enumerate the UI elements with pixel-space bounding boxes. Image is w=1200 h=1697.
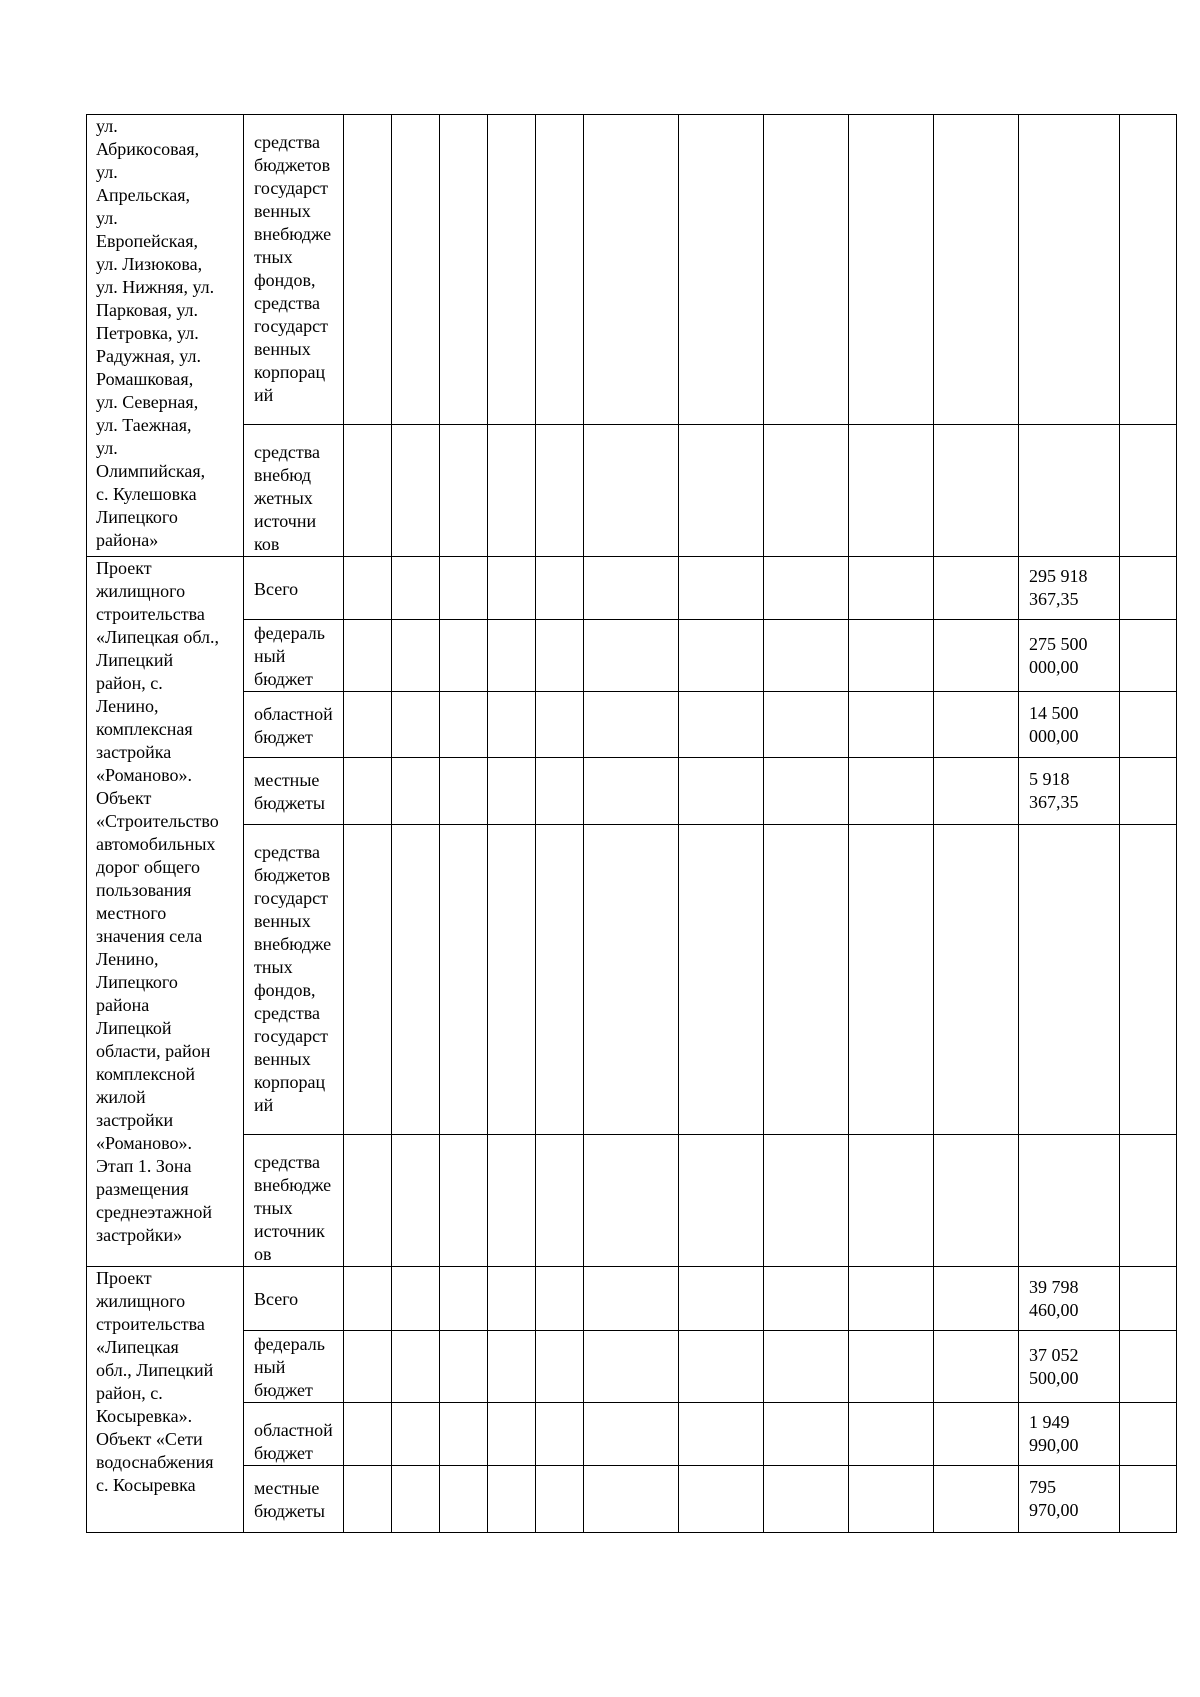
empty-cell	[392, 1331, 440, 1403]
empty-cell	[392, 115, 440, 425]
empty-cell	[488, 557, 536, 620]
amount-cell: 1 949 990,00	[1019, 1403, 1120, 1466]
empty-cell	[679, 425, 764, 557]
empty-cell	[536, 1267, 584, 1331]
project-name-cell: Проект жилищного строительства «Липецкая обл., Липецкий район, с. Ленино, комплексная застройка «Романово». Объект «Строительство автомобильных дорог общего пользования местного значения села Ленино, Липецкого района Липецкой области, район комплексной жилой застройки «Романово». Этап 1. Зона размещения среднеэтажной застройки»	[87, 557, 244, 1267]
empty-cell	[392, 1403, 440, 1466]
empty-cell	[1120, 1331, 1177, 1403]
empty-cell	[849, 425, 934, 557]
empty-cell	[392, 620, 440, 692]
empty-cell	[934, 1267, 1019, 1331]
empty-cell	[584, 425, 679, 557]
empty-cell	[440, 1135, 488, 1267]
empty-cell	[584, 825, 679, 1135]
empty-cell	[584, 1267, 679, 1331]
empty-cell	[440, 620, 488, 692]
empty-cell	[536, 115, 584, 425]
empty-cell	[934, 1403, 1019, 1466]
amount-cell	[1019, 425, 1120, 557]
amount-cell: 39 798 460,00	[1019, 1267, 1120, 1331]
amount-cell: 5 918 367,35	[1019, 758, 1120, 825]
empty-cell	[584, 1403, 679, 1466]
funding-source-cell: средства бюджетов государст венных внебюдже тных фондов, средства государст венных корпорац ий	[244, 115, 344, 425]
empty-cell	[440, 1267, 488, 1331]
empty-cell	[584, 1466, 679, 1533]
empty-cell	[440, 425, 488, 557]
funding-source-cell: федераль ный бюджет	[244, 620, 344, 692]
empty-cell	[764, 620, 849, 692]
empty-cell	[392, 1267, 440, 1331]
empty-cell	[849, 1267, 934, 1331]
empty-cell	[440, 557, 488, 620]
funding-source-cell: средства бюджетов государст венных внебюдже тных фондов, средства государст венных корпорац ий	[244, 825, 344, 1135]
empty-cell	[679, 557, 764, 620]
empty-cell	[536, 425, 584, 557]
empty-cell	[934, 1135, 1019, 1267]
empty-cell	[934, 557, 1019, 620]
empty-cell	[764, 692, 849, 758]
empty-cell	[764, 1331, 849, 1403]
empty-cell	[1120, 1403, 1177, 1466]
empty-cell	[344, 557, 392, 620]
empty-cell	[440, 692, 488, 758]
amount-cell: 37 052 500,00	[1019, 1331, 1120, 1403]
empty-cell	[488, 620, 536, 692]
table-row	[87, 692, 1177, 758]
amount-cell: 275 500 000,00	[1019, 620, 1120, 692]
empty-cell	[344, 425, 392, 557]
empty-cell	[849, 758, 934, 825]
empty-cell	[392, 758, 440, 825]
empty-cell	[536, 692, 584, 758]
empty-cell	[344, 1267, 392, 1331]
empty-cell	[764, 1403, 849, 1466]
funding-source-cell: средства внебюд жетных источни ков	[244, 425, 344, 557]
empty-cell	[1120, 1466, 1177, 1533]
empty-cell	[584, 692, 679, 758]
empty-cell	[440, 1403, 488, 1466]
empty-cell	[536, 557, 584, 620]
empty-cell	[488, 1331, 536, 1403]
empty-cell	[1120, 692, 1177, 758]
empty-cell	[934, 620, 1019, 692]
amount-cell	[1019, 115, 1120, 425]
empty-cell	[849, 1331, 934, 1403]
empty-cell	[344, 825, 392, 1135]
funding-source-cell: Всего	[244, 557, 344, 620]
empty-cell	[679, 692, 764, 758]
empty-cell	[849, 1403, 934, 1466]
empty-cell	[849, 557, 934, 620]
table-body	[87, 115, 1177, 1533]
empty-cell	[392, 825, 440, 1135]
table-row	[87, 1267, 1177, 1331]
empty-cell	[1120, 115, 1177, 425]
empty-cell	[679, 758, 764, 825]
empty-cell	[344, 1135, 392, 1267]
empty-cell	[934, 692, 1019, 758]
empty-cell	[1120, 620, 1177, 692]
amount-cell	[1019, 825, 1120, 1135]
empty-cell	[764, 557, 849, 620]
empty-cell	[679, 1267, 764, 1331]
empty-cell	[344, 1331, 392, 1403]
amount-cell: 295 918 367,35	[1019, 557, 1120, 620]
table-row	[87, 557, 1177, 620]
table-row	[87, 758, 1177, 825]
empty-cell	[440, 1331, 488, 1403]
empty-cell	[849, 1466, 934, 1533]
empty-cell	[764, 1135, 849, 1267]
empty-cell	[679, 1331, 764, 1403]
empty-cell	[1120, 825, 1177, 1135]
empty-cell	[536, 620, 584, 692]
empty-cell	[536, 1466, 584, 1533]
amount-cell	[1019, 1135, 1120, 1267]
empty-cell	[849, 620, 934, 692]
empty-cell	[488, 692, 536, 758]
empty-cell	[536, 825, 584, 1135]
empty-cell	[344, 692, 392, 758]
empty-cell	[764, 758, 849, 825]
empty-cell	[536, 1331, 584, 1403]
empty-cell	[440, 1466, 488, 1533]
empty-cell	[344, 1403, 392, 1466]
empty-cell	[1120, 758, 1177, 825]
funding-source-cell: областной бюджет	[244, 692, 344, 758]
project-name-cell: ул. Абрикосовая, ул. Апрельская, ул. Европейская, ул. Лизюкова, ул. Нижняя, ул. Парковая, ул. Петровка, ул. Радужная, ул. Ромашковая, ул. Северная, ул. Таежная, ул. Олимпийская, с. Кулешовка Липецкого района»	[87, 115, 244, 557]
table-row	[87, 1466, 1177, 1533]
empty-cell	[488, 1135, 536, 1267]
empty-cell	[849, 692, 934, 758]
table-row	[87, 1135, 1177, 1267]
empty-cell	[679, 1466, 764, 1533]
empty-cell	[488, 758, 536, 825]
empty-cell	[934, 758, 1019, 825]
project-name-cell: Проект жилищного строительства «Липецкая обл., Липецкий район, с. Косыревка». Объект «Сети водоснабжения с. Косыревка	[87, 1267, 244, 1533]
empty-cell	[440, 758, 488, 825]
empty-cell	[849, 115, 934, 425]
empty-cell	[488, 1403, 536, 1466]
empty-cell	[679, 620, 764, 692]
funding-source-cell: Всего	[244, 1267, 344, 1331]
empty-cell	[392, 425, 440, 557]
empty-cell	[440, 825, 488, 1135]
empty-cell	[584, 1135, 679, 1267]
empty-cell	[679, 1135, 764, 1267]
empty-cell	[679, 825, 764, 1135]
empty-cell	[488, 1267, 536, 1331]
funding-source-cell: областной бюджет	[244, 1403, 344, 1466]
empty-cell	[392, 1466, 440, 1533]
empty-cell	[934, 425, 1019, 557]
empty-cell	[536, 1135, 584, 1267]
empty-cell	[934, 115, 1019, 425]
empty-cell	[392, 692, 440, 758]
funding-source-cell: местные бюджеты	[244, 1466, 344, 1533]
empty-cell	[1120, 557, 1177, 620]
empty-cell	[764, 425, 849, 557]
budget-table	[86, 114, 1177, 1533]
empty-cell	[764, 115, 849, 425]
empty-cell	[849, 825, 934, 1135]
empty-cell	[584, 557, 679, 620]
empty-cell	[488, 825, 536, 1135]
empty-cell	[488, 1466, 536, 1533]
empty-cell	[536, 1403, 584, 1466]
empty-cell	[1120, 425, 1177, 557]
empty-cell	[934, 1331, 1019, 1403]
empty-cell	[392, 1135, 440, 1267]
table-row	[87, 825, 1177, 1135]
empty-cell	[764, 1267, 849, 1331]
empty-cell	[764, 825, 849, 1135]
empty-cell	[849, 1135, 934, 1267]
empty-cell	[392, 557, 440, 620]
empty-cell	[584, 758, 679, 825]
empty-cell	[344, 620, 392, 692]
empty-cell	[679, 115, 764, 425]
empty-cell	[584, 115, 679, 425]
amount-cell: 795 970,00	[1019, 1466, 1120, 1533]
empty-cell	[536, 758, 584, 825]
empty-cell	[344, 1466, 392, 1533]
empty-cell	[764, 1466, 849, 1533]
empty-cell	[584, 1331, 679, 1403]
empty-cell	[934, 1466, 1019, 1533]
funding-source-cell: местные бюджеты	[244, 758, 344, 825]
empty-cell	[488, 115, 536, 425]
empty-cell	[440, 115, 488, 425]
table-row	[87, 425, 1177, 557]
table-row	[87, 1403, 1177, 1466]
table-row	[87, 1331, 1177, 1403]
funding-source-cell: средства внебюдже тных источник ов	[244, 1135, 344, 1267]
table-row	[87, 620, 1177, 692]
empty-cell	[1120, 1267, 1177, 1331]
empty-cell	[679, 1403, 764, 1466]
amount-cell: 14 500 000,00	[1019, 692, 1120, 758]
empty-cell	[584, 620, 679, 692]
empty-cell	[344, 115, 392, 425]
empty-cell	[488, 425, 536, 557]
funding-source-cell: федераль ный бюджет	[244, 1331, 344, 1403]
empty-cell	[344, 758, 392, 825]
table-row	[87, 115, 1177, 425]
empty-cell	[1120, 1135, 1177, 1267]
empty-cell	[934, 825, 1019, 1135]
